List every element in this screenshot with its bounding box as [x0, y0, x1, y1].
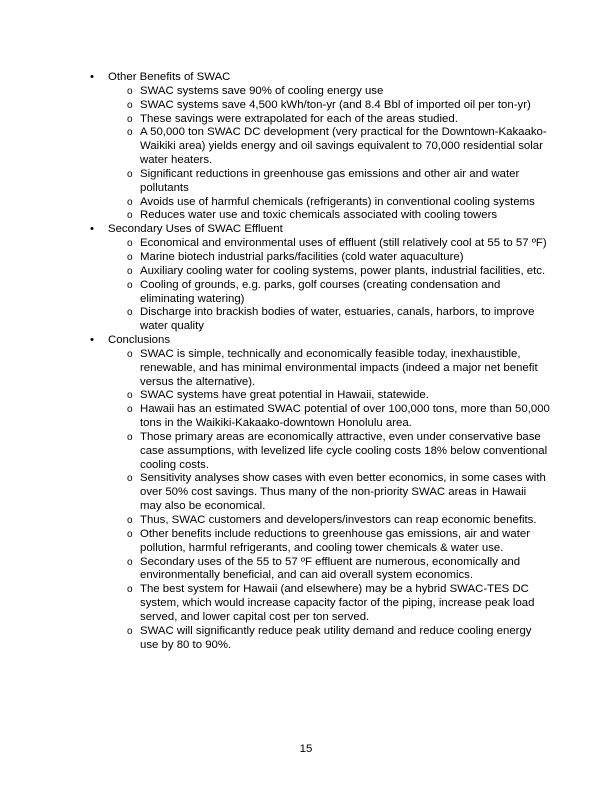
list-item: [108, 279, 550, 307]
list-item-text: The best system for Hawaii (and elsewhere) may be a hybrid SWAC-TES DC system, which would increase capacity factor of the piping, increase peak load served, and lower capital cost per ton served.: [140, 583, 535, 623]
sub-bullet: o: [127, 99, 133, 111]
list-item-text: Sensitivity analyses show cases with even better economics, in some cases with over 50% cost savings. Thus many of the non-priority SWAC areas in Hawaii may also be economical.: [140, 472, 546, 513]
list-item-text: Discharge into brackish bodies of water, estuaries, canals, harbors, to improve water quality: [140, 306, 535, 333]
list-item-text: Marine biotech industrial parks/facilities (cold water aquaculture): [140, 250, 464, 263]
list-item-text: Significant reductions in greenhouse gas emissions and other air and water pollutants: [140, 167, 520, 194]
list-item: [108, 472, 550, 514]
list-item: [108, 514, 550, 528]
bullet: •: [90, 334, 94, 347]
section-heading: Secondary Uses of SWAC Effluent: [108, 223, 283, 236]
list-item-text: A 50,000 ton SWAC DC development (very practical for the Downtown-Kakaako-Waikiki area) yields energy and oil savings equivalent to 70,000 residential solar water heaters.: [140, 126, 547, 167]
list-item-text: Cooling of grounds, e.g. parks, golf courses (creating condensation and eliminating watering): [140, 278, 501, 305]
sub-bullet: o: [127, 625, 133, 637]
list-item-text: SWAC systems save 90% of cooling energy use: [140, 84, 384, 97]
sub-bullet: o: [127, 556, 133, 568]
sub-bullet: o: [127, 127, 133, 139]
bullet: •: [90, 223, 94, 236]
sub-bullet: o: [127, 251, 133, 263]
sub-bullet: o: [127, 528, 133, 540]
list-item-text: These savings were extrapolated for each of the areas studied.: [140, 112, 458, 125]
bullet: •: [90, 71, 94, 83]
section-secondary-uses: [90, 223, 550, 334]
section-other-benefits: [90, 71, 550, 223]
sub-bullet: o: [127, 265, 133, 277]
sub-list: [108, 348, 550, 653]
list-item-text: Auxiliary cooling water for cooling systems, power plants, industrial facilities, etc.: [140, 264, 546, 277]
sub-bullet: o: [127, 431, 133, 443]
list-item: [108, 528, 550, 556]
list-item: [108, 403, 550, 431]
list-item: [108, 625, 550, 653]
sub-bullet: o: [127, 168, 133, 180]
sub-bullet: o: [127, 515, 133, 526]
sub-bullet: o: [127, 348, 133, 360]
list-item: [108, 583, 550, 625]
list-item-text: Those primary areas are economically attractive, even under conservative base case assumptions, with levelized life cycle cooling costs 18% below conventional cooling costs.: [140, 430, 548, 471]
list-item: [108, 556, 550, 584]
page-number: 15: [299, 743, 313, 755]
section-heading: Conclusions: [108, 334, 171, 347]
section-conclusions: [90, 334, 550, 652]
list-item: [108, 99, 550, 113]
sub-bullet: o: [127, 404, 133, 416]
list-item-text: Economical and environmental uses of effluent (still relatively cool at 55 to 57 ºF): [140, 237, 547, 250]
list-item-text: Avoids use of harmful chemicals (refrigerants) in conventional cooling systems: [140, 195, 535, 208]
sub-bullet: o: [127, 390, 133, 402]
list-item: [108, 306, 550, 334]
sub-bullet: o: [127, 473, 133, 485]
list-item-text: Other benefits include reductions to greenhouse gas emissions, air and water pollution, harmful refrigerants, and cooling tower chemicals & water use.: [140, 527, 531, 554]
document-body: [90, 71, 550, 652]
list-item-text: Thus, SWAC customers and developers/investors can reap economic benefits.: [140, 514, 537, 526]
sub-bullet: o: [127, 196, 133, 208]
list-item: [108, 265, 550, 279]
list-item-text: SWAC will significantly reduce peak utility demand and reduce cooling energy use by 80 to 90%.: [140, 624, 532, 651]
list-item-text: Hawaii has an estimated SWAC potential of over 100,000 tons, more than 50,000 tons in the Waikiki-Kakaako-downtown Honolulu area.: [140, 403, 550, 430]
list-item: [108, 168, 550, 196]
list-item: [108, 431, 550, 473]
list-item: [108, 196, 550, 210]
list-item: [108, 251, 550, 265]
list-item: [108, 389, 550, 403]
list-item-text: SWAC systems save 4,500 kWh/ton-yr (and 8.4 Bbl of imported oil per ton-yr): [140, 98, 531, 111]
list-item: [108, 237, 550, 251]
list-item-text: Reduces water use and toxic chemicals associated with cooling towers: [140, 209, 498, 222]
list-item-text: Secondary uses of the 55 to 57 ºF effluent are numerous, economically and environmentally beneficial, and can aid overall system economics.: [140, 555, 521, 582]
list-item: [108, 85, 550, 99]
list-item: [108, 113, 550, 127]
sub-bullet: o: [127, 584, 133, 596]
sub-bullet: o: [127, 238, 133, 250]
sub-bullet: o: [127, 210, 133, 222]
sub-bullet: o: [127, 113, 133, 125]
sub-list: [108, 237, 550, 334]
list-item-text: SWAC systems have great potential in Hawaii, statewide.: [140, 389, 429, 402]
sub-bullet: o: [127, 279, 133, 291]
list-item: [108, 126, 550, 168]
sub-bullet: o: [127, 85, 133, 97]
list-item: [108, 209, 550, 223]
section-heading: Other Benefits of SWAC: [108, 71, 231, 83]
sub-bullet: o: [127, 307, 133, 319]
list-item-text: SWAC is simple, technically and economically feasible today, inexhaustible, renewable, and has minimal environmental impacts (indeed a major net benefit versus the alternative).: [140, 347, 538, 388]
sub-list: [108, 85, 550, 223]
list-item: [108, 348, 550, 390]
